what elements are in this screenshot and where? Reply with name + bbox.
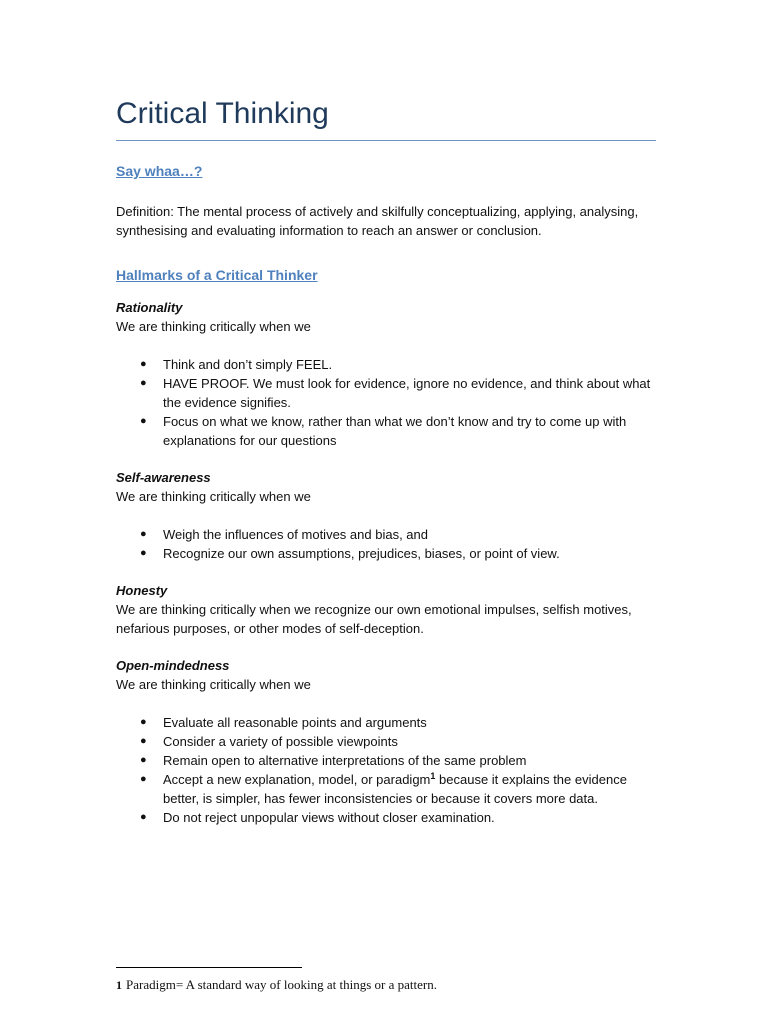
list-item: ● Accept a new explanation, model, or paradigm$^1$ because it explains the evidence better, is simpler, has fewer inconsistencies or because it covers more data.	[140, 771, 627, 806]
list-item: ● Do not reject unpopular views without closer examination.	[140, 810, 495, 825]
page-title: Critical Thinking	[116, 92, 656, 141]
list-item: ● Think and don’t simply FEEL.	[140, 357, 333, 372]
list-item: ● Focus on what we know, rather than what we don’t know and try to come up with explanations for our questions	[140, 414, 627, 448]
section-heading-hallmarks: Hallmarks of a Critical Thinker	[116, 267, 318, 283]
self-awareness-list	[116, 525, 656, 563]
bullet-icon: ●	[140, 377, 147, 389]
footnote-reference[interactable]: 1	[430, 771, 436, 781]
footnote-divider	[116, 967, 302, 968]
open-mindedness-list	[116, 713, 656, 827]
bullet-icon: ●	[140, 528, 147, 540]
bullet-icon: ●	[140, 811, 147, 823]
self-awareness-intro: We are thinking critically when we	[116, 489, 311, 504]
subheading-rationality: Rationality	[116, 300, 183, 315]
footnote-number: 1	[116, 978, 122, 992]
subheading-open-mindedness: Open-mindedness	[116, 658, 230, 673]
subheading-honesty: Honesty	[116, 583, 168, 598]
list-item: ● Remain open to alternative interpretations of the same problem	[140, 753, 527, 768]
rationality-intro: We are thinking critically when we	[116, 319, 311, 334]
footnote	[116, 976, 437, 994]
bullet-icon: ●	[140, 716, 147, 728]
footnote-text: Paradigm= A standard way of looking at things or a pattern.	[126, 977, 437, 992]
definition-paragraph: Definition: The mental process of actively and skilfully conceptualizing, applying, analysing, synthesising and evaluating information to reach an answer or conclusion.	[116, 204, 639, 238]
section-heading-say-whaa: Say whaa…?	[116, 163, 203, 179]
list-item: ● Recognize our own assumptions, prejudices, biases, or point of view.	[140, 546, 560, 561]
open-mindedness-intro: We are thinking critically when we	[116, 677, 311, 692]
subheading-self-awareness: Self-awareness	[116, 470, 211, 485]
bullet-icon: ●	[140, 358, 147, 370]
list-item: ● HAVE PROOF. We must look for evidence, ignore no evidence, and think about what the evidence signifies.	[140, 376, 651, 410]
honesty-paragraph: We are thinking critically when we recognize our own emotional impulses, selfish motives, nefarious purposes, or other modes of self-deception.	[116, 602, 632, 636]
bullet-icon: ●	[140, 773, 147, 785]
list-item: ● Evaluate all reasonable points and arguments	[140, 715, 427, 730]
bullet-icon: ●	[140, 754, 147, 766]
rationality-list	[116, 355, 656, 450]
list-item: ● Weigh the influences of motives and bias, and	[140, 527, 428, 542]
bullet-icon: ●	[140, 735, 147, 747]
list-item: ● Consider a variety of possible viewpoints	[140, 734, 398, 749]
document-body	[116, 92, 656, 827]
bullet-icon: ●	[140, 547, 147, 559]
bullet-icon: ●	[140, 415, 147, 427]
